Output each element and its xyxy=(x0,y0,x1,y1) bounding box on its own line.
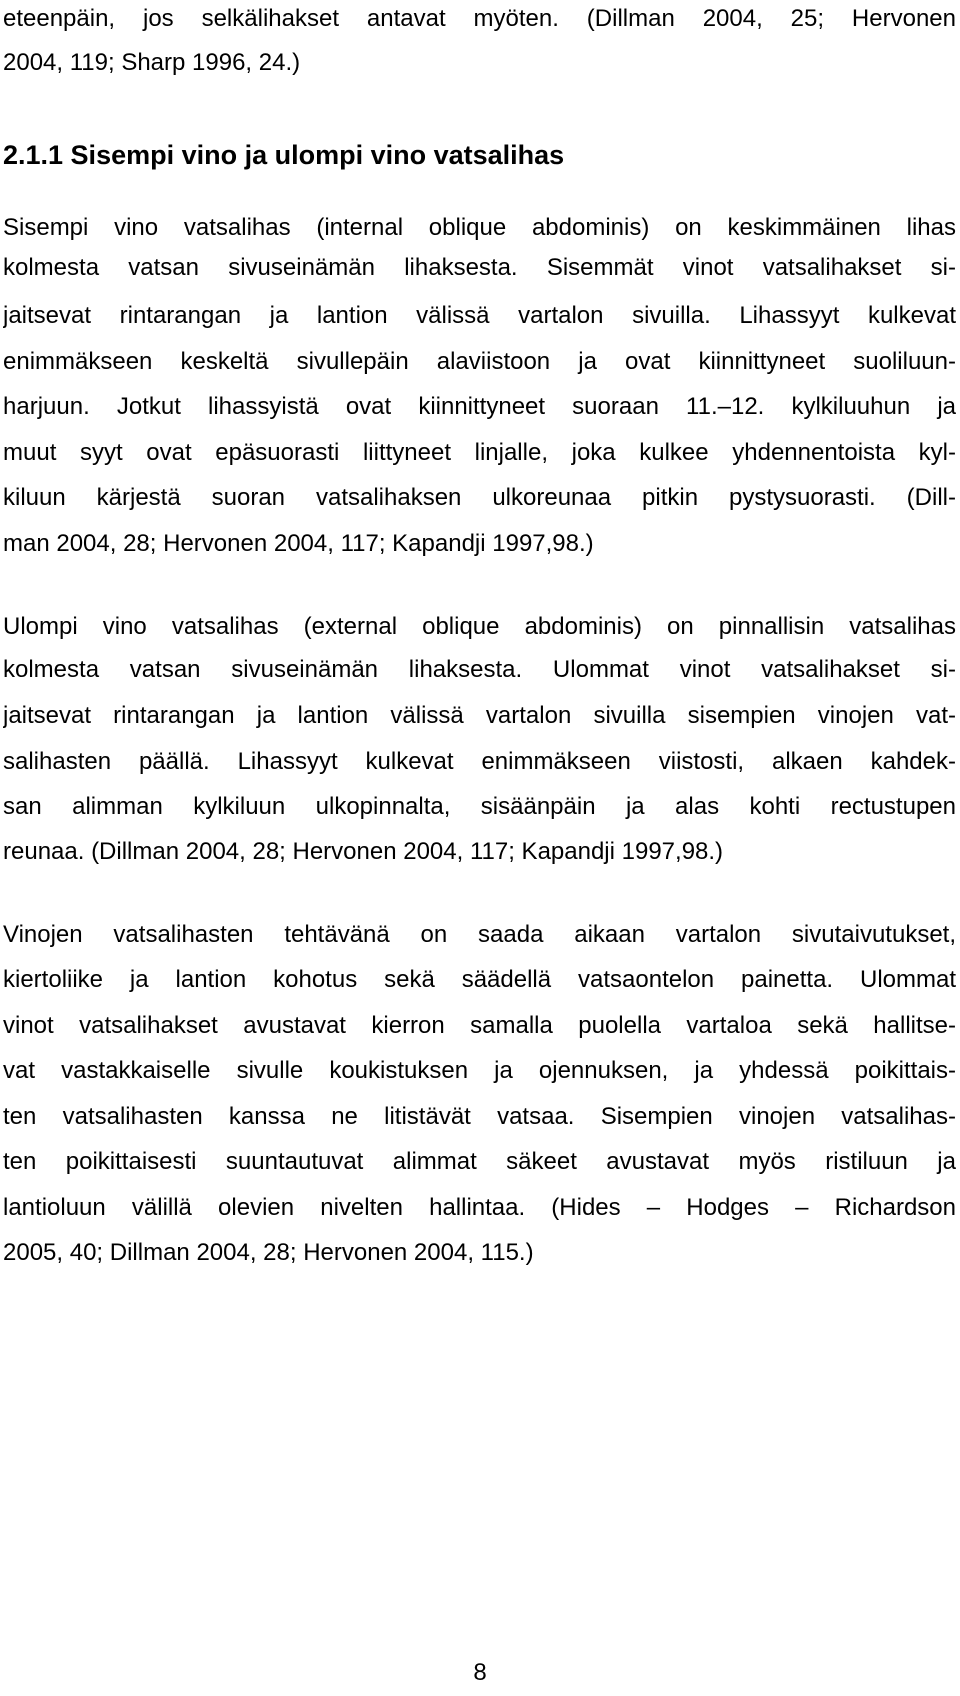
paragraph-line: 2005, 40; Dillman 2004, 28; Hervonen 2004, 115.) xyxy=(3,1239,534,1266)
paragraph-line: kiertoliike ja lantion kohotus sekä säädellä vatsaontelon painetta. Ulommat xyxy=(3,966,956,993)
paragraph-line: vinot vatsalihakset avustavat kierron samalla puolella vartaloa sekä hallitse- xyxy=(3,1012,956,1039)
paragraph-line: reunaa. (Dillman 2004, 28; Hervonen 2004, 117; Kapandji 1997,98.) xyxy=(3,838,724,865)
section-heading: 2.1.1 Sisempi vino ja ulompi vino vatsalihas xyxy=(3,140,565,170)
paragraph-line: ten poikittaisesti suuntautuvat alimmat säkeet avustavat myös ristiluun ja xyxy=(3,1148,956,1175)
paragraph-line: kolmesta vatsan sivuseinämän lihaksesta. Sisemmät vinot vatsalihakset si- xyxy=(3,254,956,281)
paragraph-line: man 2004, 28; Hervonen 2004, 117; Kapandji 1997,98.) xyxy=(3,530,594,557)
paragraph-line: kolmesta vatsan sivuseinämän lihaksesta. Ulommat vinot vatsalihakset si- xyxy=(3,656,956,683)
paragraph-line: muut syyt ovat epäsuorasti liittyneet linjalle, joka kulkee yhdennentoista kyl- xyxy=(3,439,956,466)
paragraph-line: kiluun kärjestä suoran vatsalihaksen ulkoreunaa pitkin pystysuorasti. (Dill- xyxy=(3,484,956,511)
paragraph-line: jaitsevat rintarangan ja lantion välissä vartalon sivuilla. Lihassyyt kulkevat xyxy=(3,302,956,329)
paragraph-line: lantioluun välillä olevien nivelten hallintaa. (Hides – Hodges – Richardson xyxy=(3,1194,956,1221)
paragraph-line: ten vatsalihasten kanssa ne litistävät vatsaa. Sisempien vinojen vatsalihas- xyxy=(3,1103,956,1130)
paragraph-line: Ulompi vino vatsalihas (external oblique abdominis) on pinnallisin vatsalihas xyxy=(3,613,956,640)
paragraph-line: salihasten päällä. Lihassyyt kulkevat enimmäkseen viistosti, alkaen kahdek- xyxy=(3,748,956,775)
paragraph-line: vat vastakkaiselle sivulle koukistuksen ja ojennuksen, ja yhdessä poikittais- xyxy=(3,1057,956,1084)
page-number: 8 xyxy=(473,1659,487,1686)
paragraph-line: Sisempi vino vatsalihas (internal oblique abdominis) on keskimmäinen lihas xyxy=(3,214,956,241)
paragraph-line: enimmäkseen keskeltä sivullepäin alaviistoon ja ovat kiinnittyneet suoliluun- xyxy=(3,348,956,375)
paragraph-line: san alimman kylkiluun ulkopinnalta, sisäänpäin ja alas kohti rectustupen xyxy=(3,793,956,820)
paragraph-line: harjuun. Jotkut lihassyistä ovat kiinnittyneet suoraan 11.–12. kylkiluuhun ja xyxy=(3,393,956,420)
paragraph-line: jaitsevat rintarangan ja lantion välissä vartalon sivuilla sisempien vinojen vat- xyxy=(3,702,956,729)
intro-line: 2004, 119; Sharp 1996, 24.) xyxy=(3,49,301,76)
paragraph-line: Vinojen vatsalihasten tehtävänä on saada aikaan vartalon sivutaivutukset, xyxy=(3,921,956,948)
intro-line: eteenpäin, jos selkälihakset antavat myöten. (Dillman 2004, 25; Hervonen xyxy=(3,5,956,32)
